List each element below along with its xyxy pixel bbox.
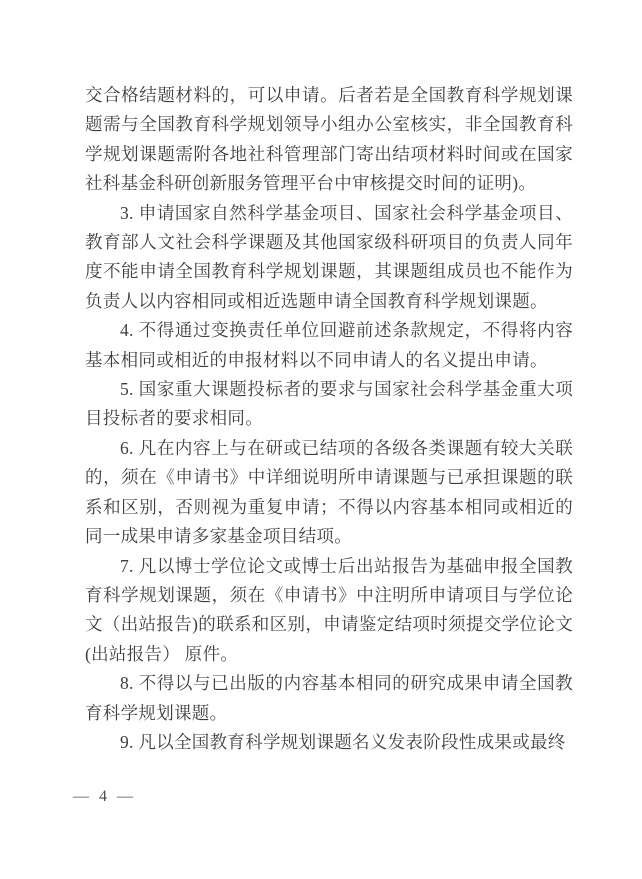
paragraph-continuation: 交合格结题材料的，可以申请。后者若是全国教育科学规划课题需与全国教育科学规划领导小组办公室核实，非全国教育科学规划课题需附各地社科管理部门寄出结项材料时间或在国家社科基金科研创新服务管理平台中审核提交时间的证明)。 [85, 85, 573, 194]
paragraph-item-9: 9. 凡以全国教育科学规划课题名义发表阶段性成果或最终 [120, 731, 566, 752]
paragraph-item-7: 7. 凡以博士学位论文或博士后出站报告为基础申报全国教育科学规划课题，须在《申请书》中注明所申请项目与学位论文（出站报告)的联系和区别，申请鉴定结项时须提交学位论文(出站报告） 原件。 [85, 555, 573, 664]
paragraph-item-5: 5. 国家重大课题投标者的要求与国家社会科学基金重大项目投标者的要求相同。 [85, 379, 573, 429]
paragraph-item-4: 4. 不得通过变换责任单位回避前述条款规定，不得将内容基本相同或相近的申报材料以不同申请人的名义提出申请。 [85, 320, 573, 370]
document-body [85, 81, 573, 757]
paragraph-item-3: 3. 申请国家自然科学基金项目、国家社会科学基金项目、教育部人文社会科学课题及其他国家级科研项目的负责人同年度不能申请全国教育科学规划课题，其课题组成员也不能作为负责人以内容相同或相近选题申请全国教育科学规划课题。 [85, 202, 573, 311]
page-number: — 4 — [73, 788, 136, 805]
paragraph-item-6: 6. 凡在内容上与在研或已结项的各级各类课题有较大关联的，须在《申请书》中详细说明所申请课题与已承担课题的联系和区别，否则视为重复申请；不得以内容基本相同或相近的同一成果申请多家基金项目结项。 [85, 437, 573, 547]
paragraph-item-8: 8. 不得以与已出版的内容基本相同的研究成果申请全国教育科学规划课题。 [85, 673, 573, 723]
